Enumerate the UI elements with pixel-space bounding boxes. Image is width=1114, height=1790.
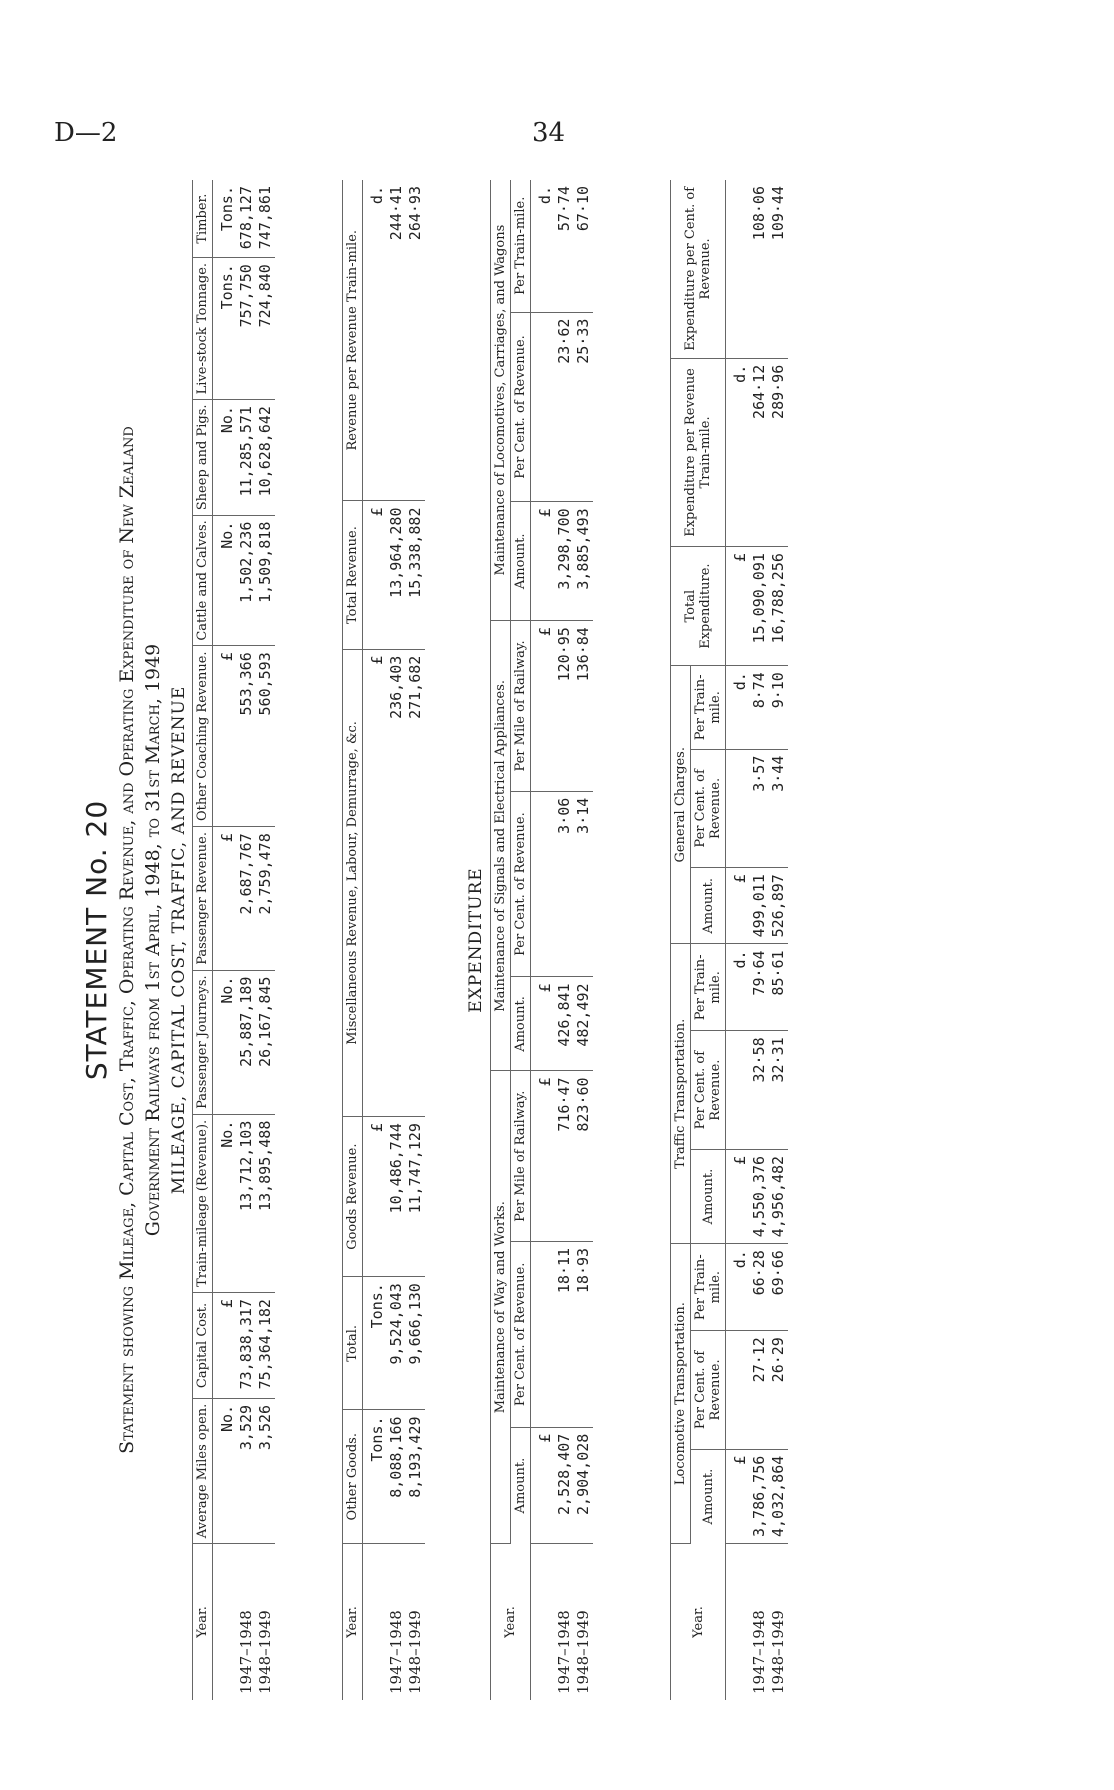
data-cell: 1,509,818 <box>256 515 275 646</box>
col-header: Per Cent. of Revenue. <box>691 1031 726 1150</box>
data-cell: 8,193,429 <box>406 1410 425 1544</box>
year-cell: 1948–1949 <box>406 1610 424 1694</box>
col-header: Average Miles open. <box>193 1398 213 1543</box>
year-cell: 1947–1948 <box>387 1610 405 1694</box>
col-header: Cattle and Calves. <box>193 515 213 646</box>
data-cell: 3·57 <box>750 749 769 868</box>
data-cell: 526,897 <box>769 868 788 944</box>
data-cell: 26,167,845 <box>256 970 275 1114</box>
unit-cell: £ <box>531 502 556 621</box>
unit-cell: £ <box>213 827 238 970</box>
unit-cell: £ <box>531 1071 556 1242</box>
data-cell: 9,524,043 <box>387 1277 406 1410</box>
col-header: Amount. <box>691 868 726 944</box>
year-cell: 1947–1948 <box>750 1610 768 1694</box>
unit-cell: £ <box>213 1293 238 1399</box>
col-header: Per Cent. of Revenue. <box>691 1331 726 1450</box>
data-cell: 23·62 <box>555 312 574 502</box>
group-header: Maintenance of Signals and Electrical Appliances. <box>491 621 511 1071</box>
col-header: Per Cent. of Revenue. <box>691 749 726 868</box>
unit-cell <box>531 312 556 502</box>
data-cell: 499,011 <box>750 868 769 944</box>
table-row <box>237 180 256 1700</box>
col-header: Per Train-mile. <box>691 1244 726 1331</box>
col-header: Train-mileage (Revenue). <box>193 1114 213 1292</box>
unit-cell: £ <box>726 547 751 666</box>
unit-cell: d. <box>726 666 751 749</box>
col-header: Expenditure per Cent. of Revenue. <box>671 180 726 358</box>
col-header: Capital Cost. <box>193 1293 213 1399</box>
maintenance-expenditure-table <box>490 180 593 1700</box>
data-cell: 3,529 <box>237 1398 256 1543</box>
table-row <box>750 180 769 1700</box>
section-subtitle: MILEAGE, CAPITAL COST, TRAFFIC, AND REVENUE <box>169 685 189 1195</box>
data-cell: 244·41 <box>387 180 406 501</box>
statement-description-1: Statement showing Mileage, Capital Cost, Traffic, Operating Revenue, and Operating Expenditure of New Zealand <box>116 426 138 1454</box>
unit-cell: Tons. <box>213 180 238 258</box>
data-cell: 109·44 <box>769 180 788 358</box>
data-cell: 11,747,129 <box>406 1117 425 1277</box>
unit-cell: £ <box>531 977 556 1071</box>
data-cell: 79·64 <box>750 944 769 1031</box>
data-cell: 4,032,864 <box>769 1449 788 1543</box>
col-header: Year. <box>671 1544 726 1701</box>
col-header: Total Expenditure. <box>671 547 726 666</box>
col-header: Amount. <box>691 1149 726 1243</box>
group-header: Maintenance of Locomotives, Carriages, and Wagons <box>491 180 511 621</box>
year-cell: 1948–1949 <box>574 1610 592 1694</box>
data-cell: 3,786,756 <box>750 1449 769 1543</box>
data-cell: 69·66 <box>769 1244 788 1331</box>
data-cell: 482,492 <box>574 977 593 1071</box>
col-header: Sheep and Pigs. <box>193 400 213 516</box>
data-cell: 13,895,488 <box>256 1114 275 1292</box>
data-cell: 4,956,482 <box>769 1149 788 1243</box>
unit-cell: d. <box>726 1244 751 1331</box>
data-cell: 2,528,407 <box>555 1427 574 1543</box>
rotated-statement <box>80 180 960 1700</box>
data-cell: 1,502,236 <box>237 515 256 646</box>
mileage-traffic-table <box>192 180 275 1700</box>
unit-cell: £ <box>363 501 388 649</box>
data-cell: 678,127 <box>237 180 256 258</box>
col-header: Revenue per Revenue Train-mile. <box>343 180 363 501</box>
unit-cell <box>363 1544 388 1701</box>
data-cell: 3·14 <box>574 791 593 977</box>
data-cell: 18·11 <box>555 1241 574 1427</box>
col-header: Amount. <box>511 1427 531 1543</box>
table-row <box>769 180 788 1700</box>
title-block <box>80 180 189 1700</box>
header-left: D—2 <box>54 118 118 148</box>
unit-cell <box>726 1031 751 1150</box>
col-header: Per Train-mile. <box>511 180 531 312</box>
data-cell: 3·06 <box>555 791 574 977</box>
year-cell: 1948–1949 <box>769 1610 787 1694</box>
data-cell: 9·10 <box>769 666 788 749</box>
group-header: Locomotive Transportation. <box>671 1244 691 1544</box>
data-cell: 75,364,182 <box>256 1293 275 1399</box>
unit-cell: No. <box>213 970 238 1114</box>
unit-cell: Tons. <box>363 1277 388 1410</box>
table-row <box>574 180 593 1700</box>
data-cell: 25,887,189 <box>237 970 256 1114</box>
data-cell: 108·06 <box>750 180 769 358</box>
data-cell: 8,088,166 <box>387 1410 406 1544</box>
col-header: Timber. <box>193 180 213 258</box>
data-cell: 66·28 <box>750 1244 769 1331</box>
unit-cell <box>726 1331 751 1450</box>
unit-cell: £ <box>726 868 751 944</box>
unit-cell: Tons. <box>213 258 238 400</box>
data-cell: 553,366 <box>237 646 256 827</box>
year-cell: 1947–1948 <box>237 1610 255 1694</box>
data-cell: 11,285,571 <box>237 400 256 516</box>
col-header: Per Cent. of Revenue. <box>511 312 531 502</box>
col-header: Year. <box>193 1544 213 1701</box>
col-header: Year. <box>343 1544 363 1701</box>
unit-cell: No. <box>213 515 238 646</box>
col-header: Live-stock Tonnage. <box>193 258 213 400</box>
data-cell: 13,712,103 <box>237 1114 256 1292</box>
col-header: Expenditure per Revenue Train-mile. <box>671 358 726 546</box>
unit-cell: £ <box>531 621 556 792</box>
col-header: Per Mile of Railway. <box>511 1071 531 1242</box>
year-cell: 1948–1949 <box>256 1610 274 1694</box>
data-cell: 3,298,700 <box>555 502 574 621</box>
unit-cell: £ <box>726 1449 751 1543</box>
col-header: Amount. <box>511 977 531 1071</box>
data-cell: 2,904,028 <box>574 1427 593 1543</box>
data-cell: 27·12 <box>750 1331 769 1450</box>
table-row <box>555 180 574 1700</box>
col-header: Other Coaching Revenue. <box>193 646 213 827</box>
data-cell: 85·61 <box>769 944 788 1031</box>
data-cell: 67·10 <box>574 180 593 312</box>
unit-cell: d. <box>363 180 388 501</box>
data-cell: 2,759,478 <box>256 827 275 970</box>
unit-cell: £ <box>363 649 388 1116</box>
data-cell: 724,840 <box>256 258 275 400</box>
data-cell: 13,964,280 <box>387 501 406 649</box>
col-header: Per Train-mile. <box>691 666 726 749</box>
data-cell: 823·60 <box>574 1071 593 1242</box>
col-header: Per Mile of Railway. <box>511 621 531 792</box>
data-cell: 16,788,256 <box>769 547 788 666</box>
table-row <box>256 180 275 1700</box>
data-cell: 716·47 <box>555 1071 574 1242</box>
table-row <box>406 180 425 1700</box>
data-cell: 264·12 <box>750 358 769 546</box>
data-cell: 560,593 <box>256 646 275 827</box>
col-header: Year. <box>491 1544 531 1701</box>
unit-cell: £ <box>213 646 238 827</box>
data-cell: 9,666,130 <box>406 1277 425 1410</box>
unit-cell: No. <box>213 1398 238 1543</box>
unit-cell: Tons. <box>363 1410 388 1544</box>
data-cell: 3,885,493 <box>574 502 593 621</box>
data-cell: 3,526 <box>256 1398 275 1543</box>
data-cell: 8·74 <box>750 666 769 749</box>
unit-cell <box>726 1544 751 1701</box>
data-cell: 2,687,767 <box>237 827 256 970</box>
data-cell: 426,841 <box>555 977 574 1071</box>
col-header: Goods Revenue. <box>343 1117 363 1277</box>
table-row <box>387 180 406 1700</box>
col-header: Per Cent. of Revenue. <box>511 791 531 977</box>
col-header: Per Cent. of Revenue. <box>511 1241 531 1427</box>
col-header: Passenger Journeys. <box>193 970 213 1114</box>
unit-cell <box>531 1241 556 1427</box>
data-cell: 4,550,376 <box>750 1149 769 1243</box>
expenditure-title: EXPENDITURE <box>466 867 486 1013</box>
unit-cell: £ <box>531 1427 556 1543</box>
unit-cell <box>726 180 751 358</box>
year-cell: 1947–1948 <box>555 1610 573 1694</box>
data-cell: 18·93 <box>574 1241 593 1427</box>
page-number: 34 <box>532 118 566 148</box>
data-cell: 3·44 <box>769 749 788 868</box>
goods-revenue-table <box>342 180 425 1700</box>
data-cell: 32·31 <box>769 1031 788 1150</box>
data-cell: 32·58 <box>750 1031 769 1150</box>
col-header: Other Goods. <box>343 1410 363 1544</box>
unit-cell: d. <box>726 944 751 1031</box>
statement-description-2: Government Railways from 1st April, 1948, to 31st March, 1949 <box>142 643 164 1237</box>
data-cell: 25·33 <box>574 312 593 502</box>
unit-cell: d. <box>726 358 751 546</box>
col-header: Amount. <box>691 1449 726 1543</box>
data-cell: 15,338,882 <box>406 501 425 649</box>
unit-cell: No. <box>213 1114 238 1292</box>
group-header: Maintenance of Way and Works. <box>491 1071 511 1544</box>
data-cell: 10,628,642 <box>256 400 275 516</box>
unit-cell <box>531 791 556 977</box>
col-header: Per Train-mile. <box>691 944 726 1031</box>
data-cell: 73,838,317 <box>237 1293 256 1399</box>
transportation-expenditure-table <box>670 180 788 1700</box>
unit-cell: £ <box>363 1117 388 1277</box>
data-cell: 236,403 <box>387 649 406 1116</box>
data-cell: 271,682 <box>406 649 425 1116</box>
col-header: Total. <box>343 1277 363 1410</box>
data-cell: 26·29 <box>769 1331 788 1450</box>
group-header: General Charges. <box>671 666 691 944</box>
data-cell: 136·84 <box>574 621 593 792</box>
data-cell: 289·96 <box>769 358 788 546</box>
data-cell: 10,486,744 <box>387 1117 406 1277</box>
data-cell: 757,750 <box>237 258 256 400</box>
unit-cell <box>531 1544 556 1701</box>
data-cell: 747,861 <box>256 180 275 258</box>
data-cell: 264·93 <box>406 180 425 501</box>
unit-cell <box>213 1544 238 1701</box>
col-header: Passenger Revenue. <box>193 827 213 970</box>
group-header: Traffic Transportation. <box>671 944 691 1244</box>
data-cell: 57·74 <box>555 180 574 312</box>
data-cell: 15,090,091 <box>750 547 769 666</box>
col-header: Miscellaneous Revenue, Labour, Demurrage, &c. <box>343 649 363 1116</box>
col-header: Amount. <box>511 502 531 621</box>
data-cell: 120·95 <box>555 621 574 792</box>
col-header: Total Revenue. <box>343 501 363 649</box>
unit-cell: d. <box>531 180 556 312</box>
unit-cell: £ <box>726 1149 751 1243</box>
statement-title: STATEMENT No. 20 <box>80 799 113 1081</box>
unit-cell <box>726 749 751 868</box>
unit-cell: No. <box>213 400 238 516</box>
